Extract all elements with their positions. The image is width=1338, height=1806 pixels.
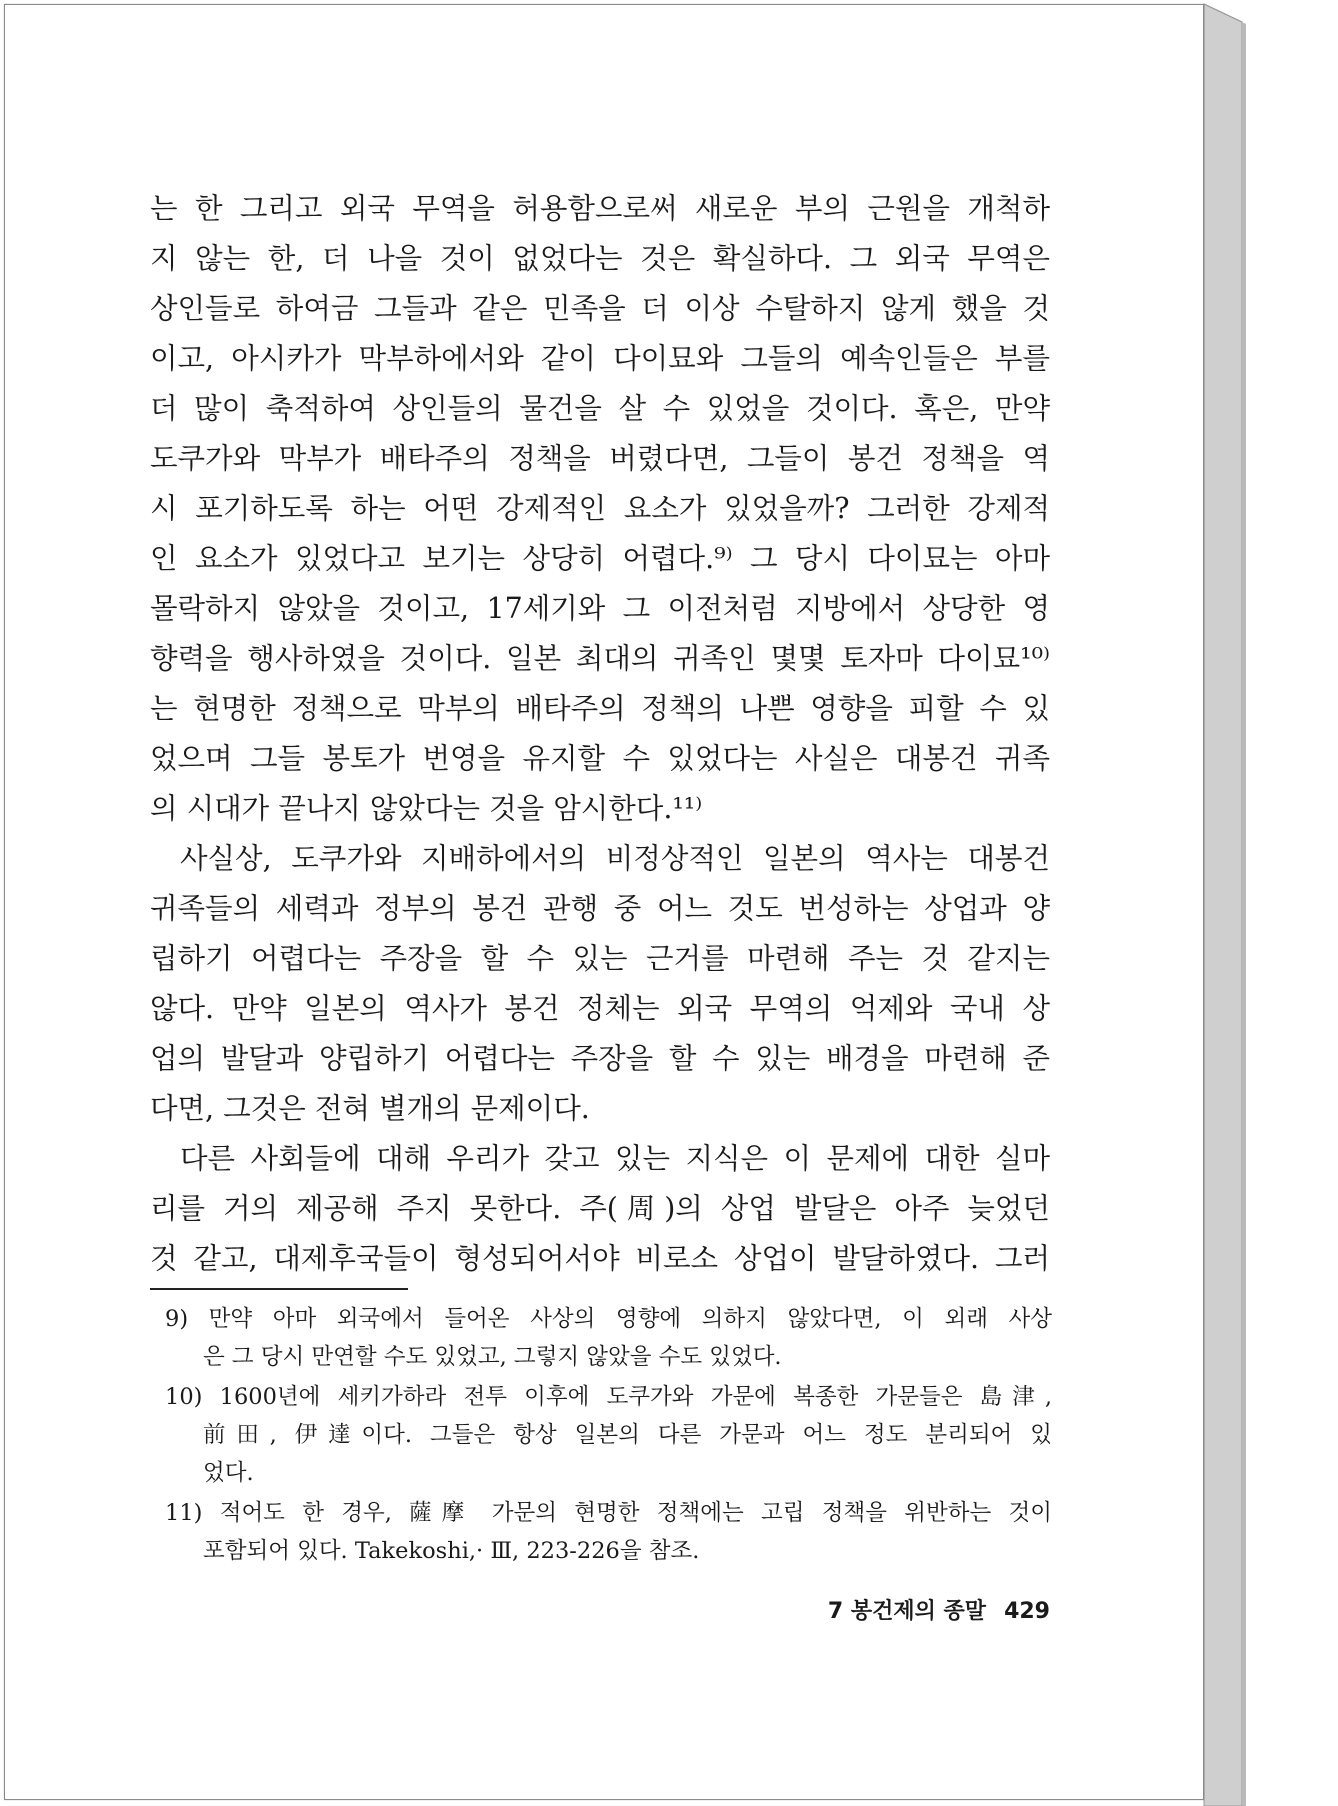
body-line: 었으며 그들 봉토가 번영을 유지할 수 있었다는 사실은 대봉건 귀족 — [150, 742, 1050, 775]
footnote-line: 은 그 당시 만연할 수도 있었고, 그렇지 않았을 수도 있었다. — [203, 1344, 782, 1370]
body-line: 의 시대가 끝나지 않았다는 것을 암시한다.¹¹⁾ — [150, 792, 703, 825]
footnote-line: 11) 적어도 한 경우, 薩摩 가문의 현명한 정책에는 고립 정책을 위반하는 것이 — [165, 1500, 1052, 1526]
footnote-line: 었다. — [203, 1460, 254, 1486]
footnote-line: 10) 1600년에 세키가하라 전투 이후에 도쿠가와 가문에 복종한 가문들은 島津, — [165, 1384, 1052, 1410]
footnotes — [165, 1300, 1052, 1570]
footnote-line: 前田, 伊達이다. 그들은 항상 일본의 다른 가문과 어느 정도 분리되어 있 — [203, 1422, 1052, 1448]
body-line: 상인들로 하여금 그들과 같은 민족을 더 이상 수탈하지 않게 했을 것 — [150, 292, 1050, 325]
footnote-11 — [165, 1494, 1052, 1570]
body-line: 립하기 어렵다는 주장을 할 수 있는 근거를 마련해 주는 것 같지는 — [150, 942, 1050, 975]
body-line: 사실상, 도쿠가와 지배하에서의 비정상적인 일본의 역사는 대봉건 — [180, 842, 1050, 875]
body-line: 는 현명한 정책으로 막부의 배타주의 정책의 나쁜 영향을 피할 수 있 — [150, 692, 1050, 725]
body-line: 귀족들의 세력과 정부의 봉건 관행 중 어느 것도 번성하는 상업과 양 — [150, 892, 1050, 925]
body-line: 몰락하지 않았을 것이고, 17세기와 그 이전처럼 지방에서 상당한 영 — [150, 592, 1050, 625]
body-line: 다면, 그것은 전혀 별개의 문제이다. — [150, 1092, 590, 1125]
body-line: 도쿠가와 막부가 배타주의 정책을 버렸다면, 그들이 봉건 정책을 역 — [150, 442, 1050, 475]
running-footer — [700, 1594, 1050, 1625]
footnote-9 — [165, 1300, 1052, 1376]
body-line: 더 많이 축적하여 상인들의 물건을 살 수 있었을 것이다. 혹은, 만약 — [150, 392, 1050, 425]
body-line: 지 않는 한, 더 나을 것이 없었다는 것은 확실하다. 그 외국 무역은 — [150, 242, 1050, 275]
body-line: 업의 발달과 양립하기 어렵다는 주장을 할 수 있는 배경을 마련해 준 — [150, 1042, 1050, 1075]
body-line: 않다. 만약 일본의 역사가 봉건 정체는 외국 무역의 억제와 국내 상 — [150, 992, 1050, 1025]
footnote-line: 9) 만약 아마 외국에서 들어온 사상의 영향에 의하지 않았다면, 이 외래 사상 — [165, 1306, 1052, 1332]
body-line: 다른 사회들에 대해 우리가 갖고 있는 지식은 이 문제에 대한 실마 — [180, 1142, 1050, 1175]
footnote-separator — [150, 1288, 408, 1290]
body-line: 시 포기하도록 하는 어떤 강제적인 요소가 있었을까? 그러한 강제적 — [150, 492, 1050, 525]
footnote-line: 포함되어 있다. Takekoshi,· Ⅲ, 223-226을 참조. — [203, 1538, 700, 1564]
body-line: 는 한 그리고 외국 무역을 허용함으로써 새로운 부의 근원을 개척하 — [150, 192, 1050, 225]
body-line: 리를 거의 제공해 주지 못한다. 주(周)의 상업 발달은 아주 늦었던 — [150, 1192, 1050, 1225]
body-line: 이고, 아시카가 막부하에서와 같이 다이묘와 그들의 예속인들은 부를 — [150, 342, 1050, 375]
chapter-title: 7 봉건제의 종말 — [827, 1599, 987, 1624]
page-number: 429 — [1004, 1599, 1050, 1624]
footnote-10 — [165, 1378, 1052, 1492]
body-line: 인 요소가 있었다고 보기는 상당히 어렵다.⁹⁾ 그 당시 다이묘는 아마 — [150, 542, 1050, 575]
body-line: 것 같고, 대제후국들이 형성되어서야 비로소 상업이 발달하였다. 그러 — [150, 1242, 1050, 1275]
body-text — [150, 184, 1050, 1284]
body-line: 향력을 행사하였을 것이다. 일본 최대의 귀족인 몇몇 토자마 다이묘¹⁰⁾ — [150, 642, 1050, 675]
